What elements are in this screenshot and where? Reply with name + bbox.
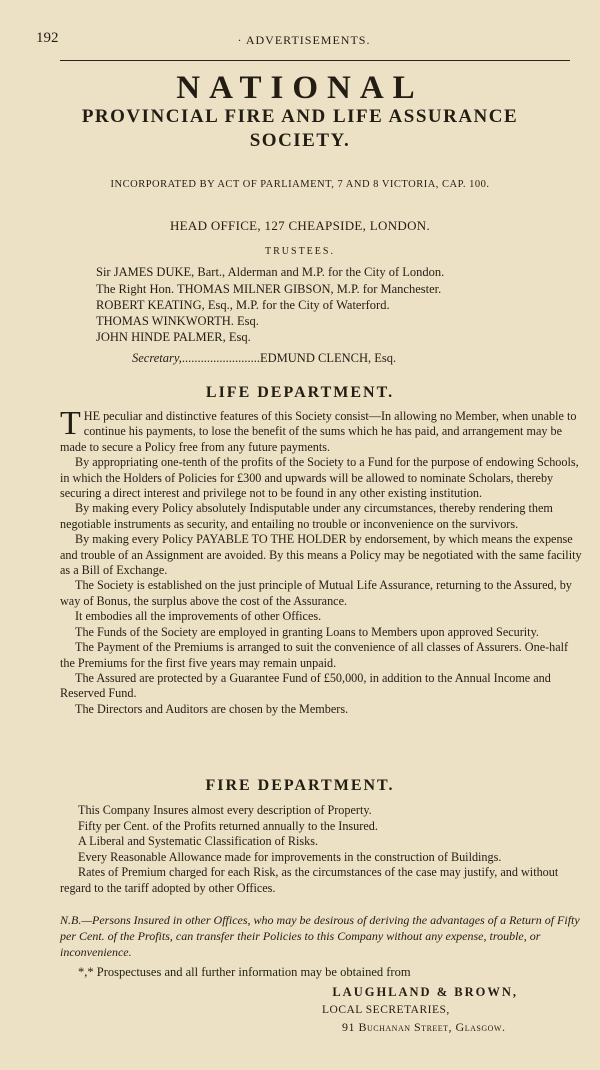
fire-paragraph: Every Reasonable Allowance made for improvements in the construction of Buildings. — [78, 849, 502, 864]
running-title: · ADVERTISEMENTS. — [237, 33, 371, 47]
fire-paragraph: Fifty per Cent. of the Profits returned annually to the Insured. — [78, 818, 378, 833]
agents-role: LOCAL SECRETARIES, — [322, 1004, 450, 1016]
fire-department-text — [60, 803, 586, 897]
trustee-1: Sir JAMES DUKE, Bart., Alderman and M.P. for the City of London. — [96, 265, 445, 279]
trustee-2: The Right Hon. THOMAS MILNER GIBSON, M.P. for Manchester. — [96, 282, 442, 296]
life-paragraph: It embodies all the improvements of other Offices. — [75, 609, 322, 624]
drop-capital: T — [60, 405, 81, 442]
secretary-name: EDMUND CLENCH, Esq. — [260, 351, 397, 365]
life-paragraph: The Society is established on the just principle of Mutual Life Assurance, returning to the Assured, by way of Bonus, the surplus above the cost of the Assurance. — [60, 578, 572, 608]
title-line-1: NATIONAL — [176, 70, 424, 106]
life-paragraph: The Funds of the Society are employed in granting Loans to Members upon approved Security. — [75, 624, 539, 639]
life-paragraph: The Assured are protected by a Guarantee Fund of £50,000, in addition to the Annual Income and Reserved Fund. — [60, 670, 551, 701]
secretary-label: Secretary, — [132, 351, 182, 365]
life-department-text — [60, 405, 586, 717]
life-paragraph: The Directors and Auditors are chosen by the Members. — [75, 701, 349, 716]
life-department-heading: LIFE DEPARTMENT. — [205, 384, 395, 401]
life-paragraph: By appropriating one-tenth of the profits of the Society to a Fund for the purpose of endowing Schools, in which the Holders of Policies for £300 and upwards will be allowed to nominate Scholars, thereby securing a direct interest and privilege not to be found in any other existing institution. — [60, 455, 579, 501]
agents-address: 91 Buchanan Street, Glasgow. — [342, 1020, 506, 1034]
header-rule — [60, 60, 570, 61]
fire-department-heading: FIRE DEPARTMENT. — [205, 777, 395, 794]
trustee-3: ROBERT KEATING, Esq., M.P. for the City of Waterford. — [96, 298, 390, 312]
fire-paragraph: A Liberal and Systematic Classification of Risks. — [78, 834, 318, 849]
fire-paragraph: Rates of Premium charged for each Risk, as the circumstances of the case may justify, and without regard to the tariff adopted by other Offices. — [60, 865, 559, 895]
incorporation-line: INCORPORATED BY ACT OF PARLIAMENT, 7 AND 8 VICTORIA, CAP. 100. — [110, 179, 490, 190]
page-header — [36, 30, 572, 52]
secretary-line — [132, 351, 396, 366]
life-paragraph: The Payment of the Premiums is arranged to suit the convenience of all classes of Assurers. One-half the Premiums for the first five years may remain unpaid. — [60, 640, 569, 670]
life-paragraph: By making every Policy absolutely Indisputable under any circumstances, thereby rendering them negotiable instruments as security, and entailing no trouble or inconvenience on the survivors. — [60, 501, 553, 531]
secretary-leader: ......................... — [181, 351, 260, 365]
nota-bene: N.B.—Persons Insured in other Offices, who may be desirous of deriving the advantages of a Return of Fifty per Cent. of the Profits, can transfer their Policies to this Company without any expense, trouble, or inconvenience. — [60, 913, 580, 959]
prospectus-line: *,* Prospectuses and all further information may be obtained from — [78, 965, 411, 979]
title-line-2: PROVINCIAL FIRE AND LIFE ASSURANCE — [81, 106, 519, 127]
page-number: 192 — [36, 30, 59, 46]
trustee-5: JOHN HINDE PALMER, Esq. — [96, 330, 251, 344]
life-paragraph: By making every Policy PAYABLE TO THE HOLDER by endorsement, by which means the expense and trouble of an Assignment are avoided. By this means a Policy may be negotiated with the same facility as a Bill of Exchange. — [60, 532, 582, 578]
agents-name: LAUGHLAND & BROWN, — [332, 985, 518, 999]
life-paragraph: THE peculiar and distinctive features of this Society consist—In allowing no Member, when unable to continue his payments, to lose the benefit of the sums which he has paid, and arrangement may be made to secure a Policy free from any future payments. — [60, 405, 577, 454]
title-line-3: SOCIETY. — [249, 130, 351, 151]
trustees-heading: TRUSTEES. — [265, 246, 335, 257]
fire-paragraph: This Company Insures almost every description of Property. — [78, 803, 372, 817]
head-office-line: HEAD OFFICE, 127 CHEAPSIDE, LONDON. — [169, 218, 431, 233]
trustee-4: THOMAS WINKWORTH. Esq. — [96, 314, 259, 328]
